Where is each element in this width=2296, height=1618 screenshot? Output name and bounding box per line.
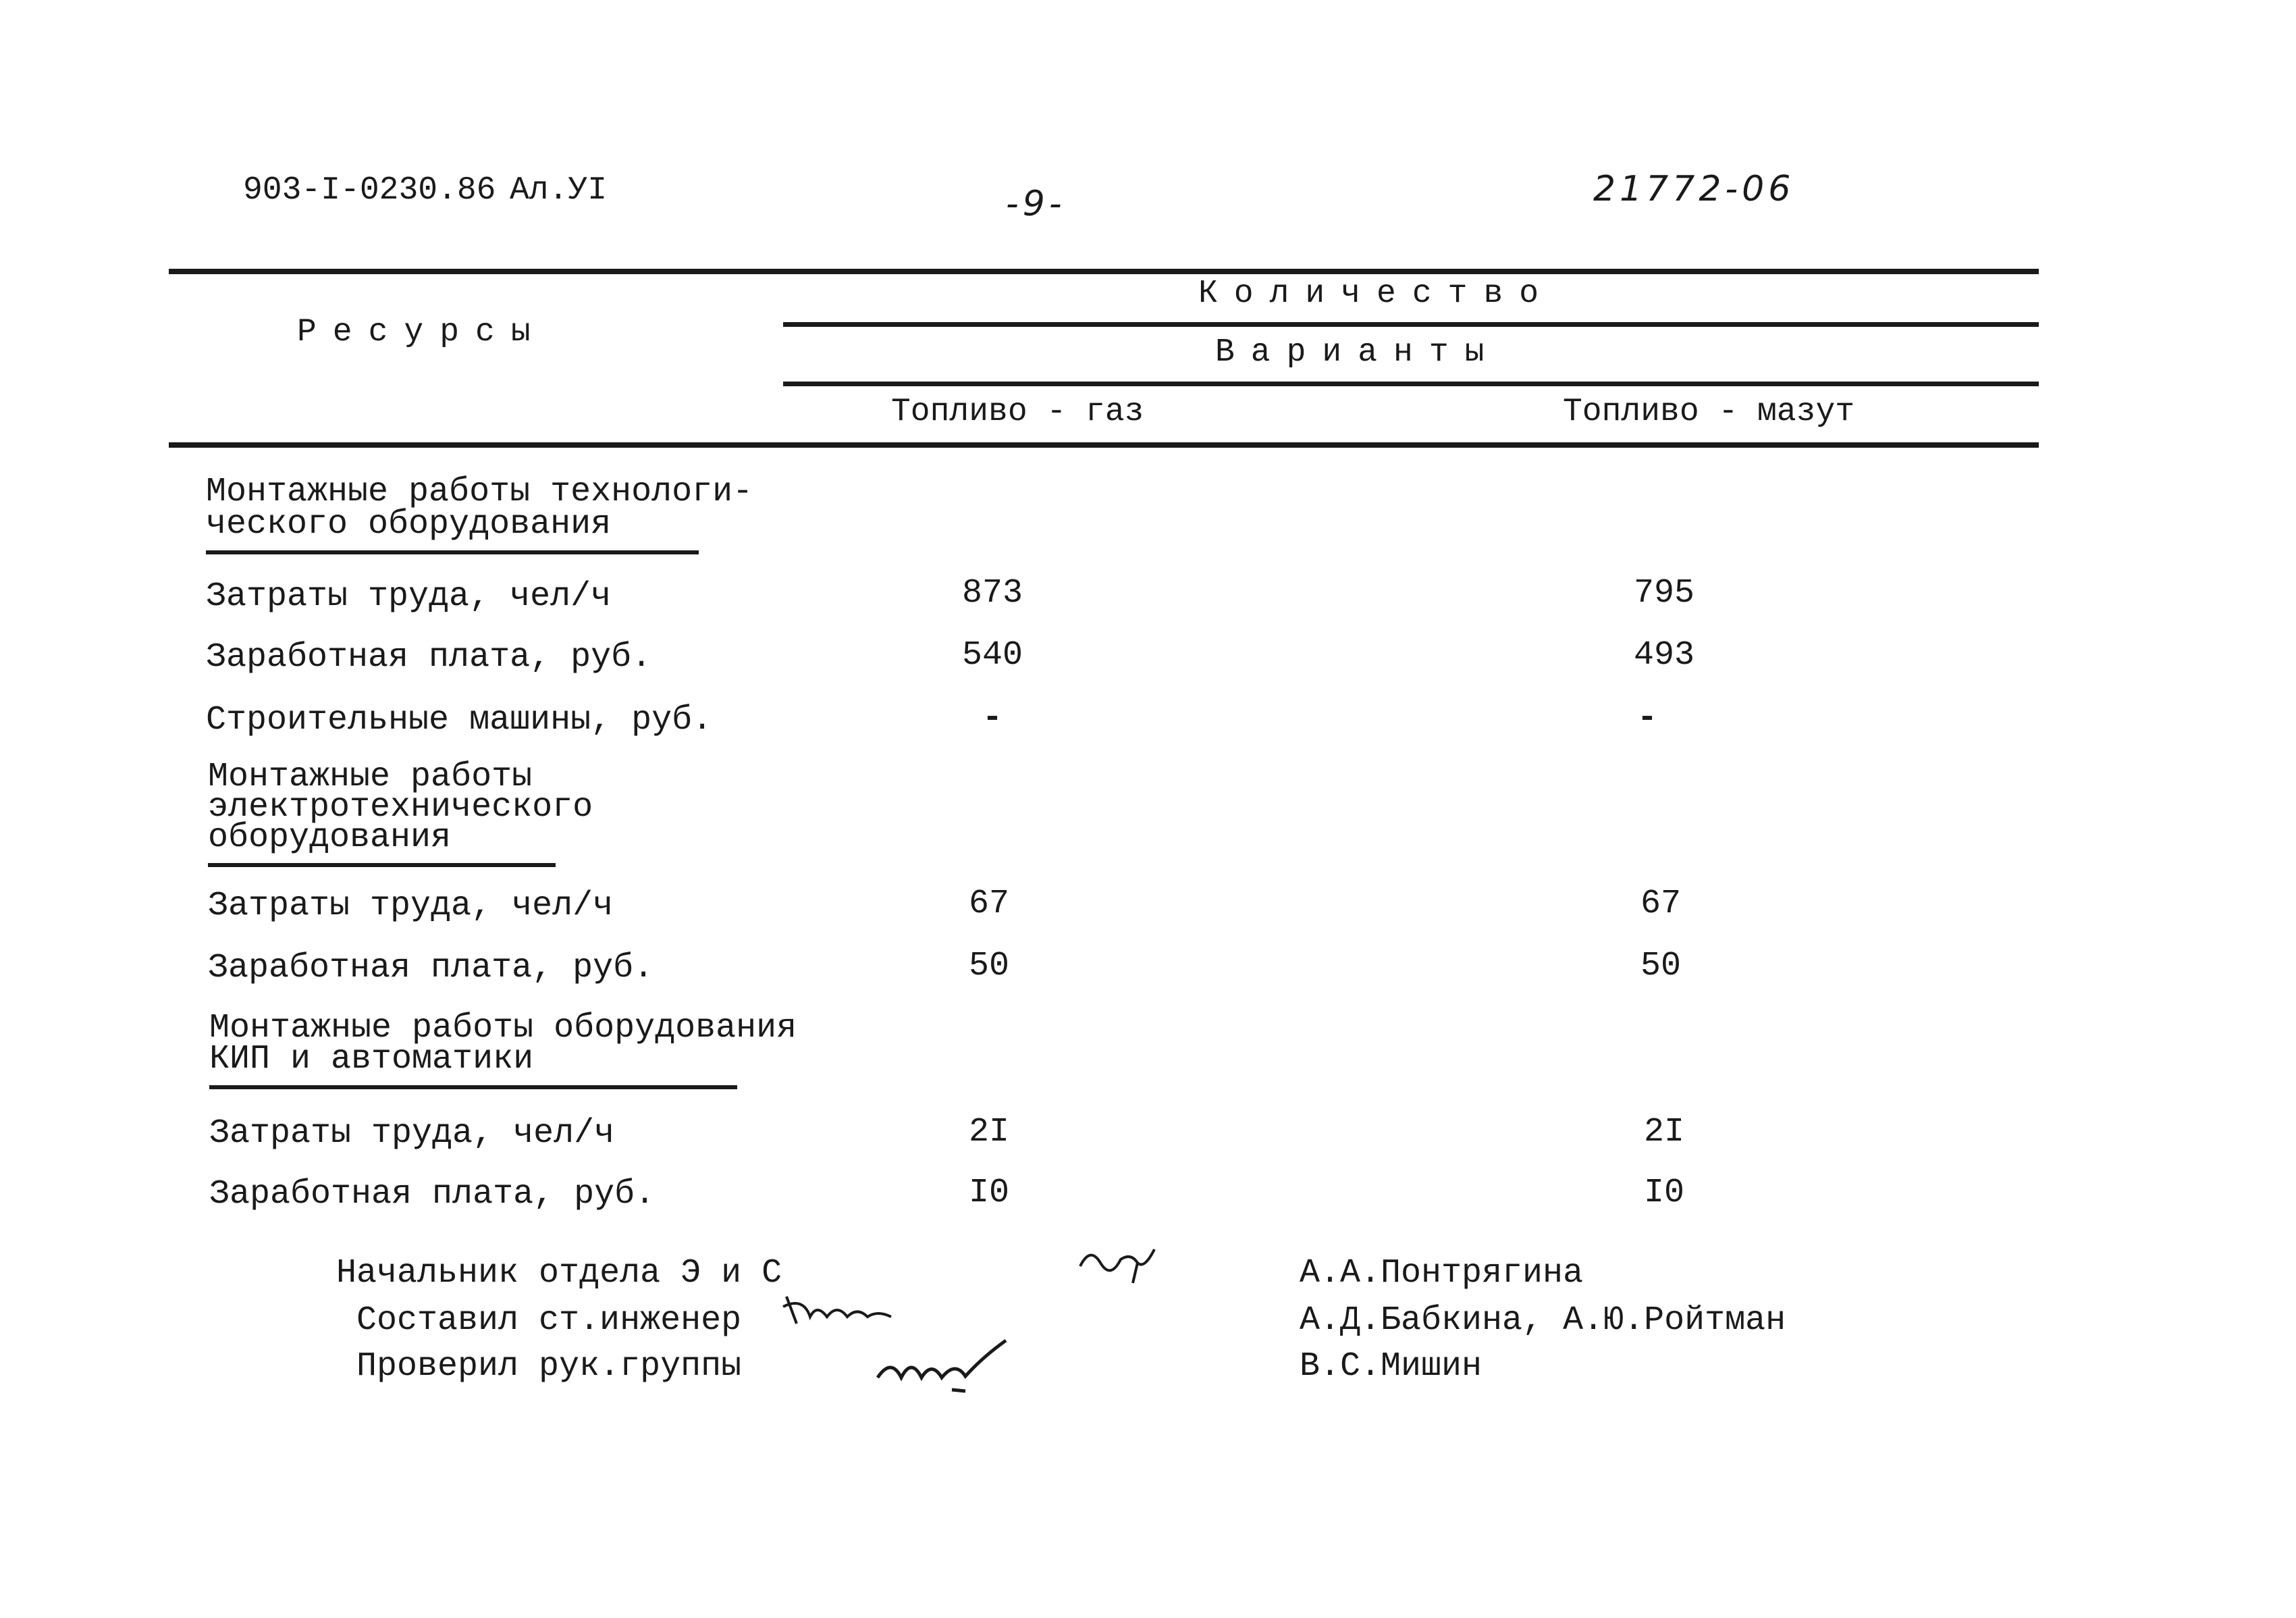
section-underline [208,863,556,867]
row-label: Заработная плата, руб. [206,638,652,677]
signature-role: Составил ст.инженер [356,1301,742,1340]
inventory-number: 21772-06 [1593,169,1795,209]
signature-mark [1073,1232,1168,1286]
quantity-header: Количество [1198,276,1555,312]
signature-role: Проверил рук.группы [356,1347,742,1386]
row-label: Заработная плата, руб. [208,949,654,987]
signature-name: А.Д.Бабкина, А.Ю.Ройтман [1300,1301,1786,1340]
row-label: Затраты труда, чел/ч [208,887,614,925]
fuel-oil-value: 67 [1640,885,1681,923]
document-code: 903-I-0230.86 [243,172,496,209]
variants-rule [783,382,2039,386]
row-label: Затраты труда, чел/ч [206,577,612,616]
row-label: Заработная плата, руб. [209,1175,656,1214]
row-label: Затраты труда, чел/ч [209,1114,615,1153]
gas-value: 873 [961,574,1023,612]
signature-name: В.С.Мишин [1300,1347,1483,1386]
table-top-rule [169,269,2039,274]
fuel-oil-value: 2I [1643,1113,1684,1151]
section-underline [206,550,699,554]
gas-value: - [982,699,1003,737]
section-underline [209,1085,737,1089]
header-bottom-rule [169,442,2039,448]
signature-mark [776,1283,905,1337]
section-title: Монтажные работы электротехнического оборудования [208,758,593,857]
gas-header: Топливо - газ [891,394,1144,430]
sheet-label: Ал.УI [510,172,608,209]
fuel-oil-value: 50 [1640,947,1681,985]
quantity-rule [783,322,2039,327]
gas-value: I0 [968,1174,1009,1212]
signature-mark [871,1330,1026,1398]
fuel-oil-value: 795 [1633,574,1694,612]
section-title: Монтажные работы оборудования КИП и автоматики [209,1009,797,1078]
row-label: Строительные машины, руб. [206,701,713,739]
fuel-oil-value: 493 [1633,636,1694,675]
section-title: Монтажные работы технологи- ческого оборудования [206,473,753,544]
fuel-oil-value: - [1636,699,1657,737]
signature-name: А.А.Понтрягина [1300,1254,1584,1293]
gas-value: 67 [968,885,1009,923]
gas-value: 540 [961,636,1023,675]
resources-header: Ресурсы [297,314,547,350]
fuel-oil-header: Топливо - мазут [1563,394,1855,430]
signature-role: Начальник отдела Э и С [336,1254,782,1293]
gas-value: 50 [968,947,1009,985]
gas-value: 2I [968,1113,1009,1151]
page-number: -9- [1006,184,1066,224]
fuel-oil-value: I0 [1643,1174,1684,1212]
variants-header: Варианты [1215,334,1501,371]
